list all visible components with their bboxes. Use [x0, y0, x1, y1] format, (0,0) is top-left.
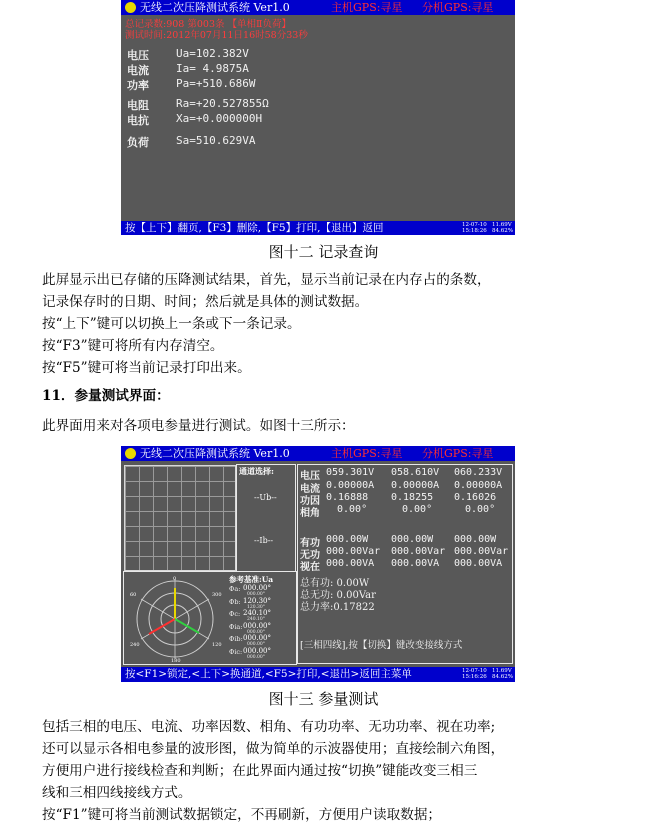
phase-row: Φic: 000.00° 000.00°: [229, 646, 271, 660]
key-hint-2: 按<F1>锁定,<上下>换通道,<F5>打印,<退出>返回主菜单: [125, 668, 412, 680]
section-intro: 此界面用来对各项电参量进行测试。如图十三所示：: [42, 418, 355, 434]
current-c: 0.00000A: [454, 480, 503, 491]
channel-select-label[interactable]: 通道选择:: [239, 466, 274, 476]
para12-line3: 按“上下”键可以切换上一条或下一条记录。: [42, 316, 301, 332]
load-value: Sa=510.629VA: [176, 134, 256, 147]
reactive-b: 000.00Var: [391, 546, 446, 557]
para12-line5: 按“F5”键可将当前记录打印出来。: [42, 360, 251, 376]
voltage-b: 058.610V: [391, 467, 440, 478]
angle-row-label: 相角: [300, 508, 320, 519]
pf-b: 0.18255: [391, 492, 434, 503]
tick-300: 300: [212, 592, 222, 598]
record-query-screenshot: [121, 0, 515, 235]
ib-channel: --Ib--: [254, 536, 274, 545]
active-row-label: 有功: [300, 538, 320, 549]
load-label: 负荷: [127, 136, 149, 149]
para12-line4: 按“F3”键可将所有内存清空。: [42, 338, 224, 354]
voltage-c: 060.233V: [454, 467, 503, 478]
battery-percent: 84.62%: [492, 228, 513, 234]
para12-line2: 记录保存时的日期、时间；然后就是具体的测试数据。: [42, 294, 369, 310]
figure-13-caption: 图十三 参量测试: [268, 690, 379, 708]
total-power-factor: 总力率:0.17822: [300, 602, 375, 613]
active-c: 000.00W: [454, 534, 497, 545]
slave-gps-status: 分机GPS:寻星: [422, 1, 494, 14]
reactance-label: 电抗: [127, 114, 149, 127]
status-date-2: 12-07-10: [462, 668, 487, 674]
pf-a: 0.16888: [326, 492, 369, 503]
phase-row: Φia: 000.00° 000.00°: [229, 621, 271, 635]
total-reactive: 总无功: 0.00Var: [300, 590, 376, 601]
para13-line5: 按“F1”键可将当前测试数据锁定，不再刷新，方便用户读取数据；: [42, 807, 442, 823]
apparent-c: 000.00VA: [454, 558, 503, 569]
tick-180: 180: [171, 658, 181, 662]
para12-line1: 此屏显示出已存储的压降测试结果，首先，显示当前记录在内存占的条数，: [42, 272, 491, 288]
reactive-a: 000.00Var: [326, 546, 381, 557]
phase-row: Φa: 000.00° 000.00°: [229, 584, 271, 597]
reactance-value: Xa=+0.000000H: [176, 112, 263, 125]
reference-label: 参考基准:Ua: [229, 575, 274, 584]
phase-row: Φc: 240.10° 240.10°: [229, 609, 271, 622]
title-bar-2: [121, 446, 515, 461]
phasor-diagram: [127, 574, 227, 662]
hint-bar-2: [121, 667, 515, 682]
phase-angle-list: [229, 585, 293, 660]
key-hint: 按【上下】翻页,【F3】删除,【F5】打印,【退出】返回: [125, 222, 384, 234]
master-gps-status-2: 主机GPS:寻星: [331, 447, 403, 460]
battery-voltage-2: 11.69V: [492, 668, 512, 674]
tick-240: 240: [130, 642, 140, 648]
power-label: 功率: [127, 79, 149, 92]
status-time: 15:18:26: [462, 228, 487, 234]
tick-120: 120: [212, 642, 222, 648]
para13-line4: 线和三相四线接线方式。: [42, 785, 192, 801]
current-value: Ia= 4.9875A: [176, 62, 249, 75]
tick-0: 0: [173, 576, 177, 582]
reactive-row-label: 无功: [300, 550, 320, 561]
battery-percent-2: 84.62%: [492, 674, 513, 680]
waveform-grid: [124, 465, 236, 571]
tick-60: 60: [130, 592, 137, 598]
hint-bar: [121, 221, 515, 235]
active-b: 000.00W: [391, 534, 434, 545]
current-b: 0.00000A: [391, 480, 440, 491]
slave-gps-status-2: 分机GPS:寻星: [422, 447, 494, 460]
phase-row: Φib: 000.00° 000.00°: [229, 634, 271, 647]
wiring-mode-hint: [三相四线],按【切换】键改变接线方式: [300, 640, 463, 651]
para13-line3: 方便用户进行接线检查和判断；在此界面内通过按“切换”键能改变三相三: [42, 763, 478, 779]
status-time-2: 15:16:26: [462, 674, 487, 680]
section-heading: 11．参量测试界面：: [42, 388, 170, 404]
angle-b: 0.00°: [402, 504, 433, 515]
reactive-c: 000.00Var: [454, 546, 509, 557]
battery-voltage: 11.69V: [492, 222, 512, 228]
window-title-2: 无线二次压降测试系统 Ver1.0: [140, 447, 290, 460]
para13-line2: 还可以显示各相电参量的波形图，做为简单的示波器使用；直接绘制六角图，: [42, 741, 505, 757]
title-bar: [121, 0, 515, 15]
resistance-value: Ra=+20.527855Ω: [176, 97, 269, 110]
ub-channel: --Ub--: [254, 493, 277, 502]
voltage-label: 电压: [127, 49, 149, 62]
radiation-logo-icon: [125, 2, 136, 13]
status-date: 12-07-10: [462, 222, 487, 228]
active-a: 000.00W: [326, 534, 369, 545]
parameter-test-screenshot: [121, 446, 515, 682]
voltage-a: 059.301V: [326, 467, 375, 478]
angle-a: 0.00°: [337, 504, 368, 515]
angle-c: 0.00°: [465, 504, 496, 515]
current-label: 电流: [127, 64, 149, 77]
apparent-row-label: 视在: [300, 562, 320, 573]
radiation-logo-icon: [125, 448, 136, 459]
pf-row-label: 功因: [300, 496, 320, 507]
voltage-row-label: 电压: [300, 471, 320, 482]
apparent-b: 000.00VA: [391, 558, 440, 569]
window-title: 无线二次压降测试系统 Ver1.0: [140, 1, 290, 14]
apparent-a: 000.00VA: [326, 558, 375, 569]
test-time: 测试时间:2012年07月11日16时58分33秒: [125, 30, 308, 41]
power-value: Pa=+510.686W: [176, 77, 256, 90]
channel-panel: [236, 464, 296, 572]
total-active: 总有功: 0.00W: [300, 578, 370, 589]
record-count: 总记录数:908 第003条 【单相Ⅱ负荷】: [125, 19, 291, 30]
current-row-label: 电流: [300, 484, 320, 495]
current-a: 0.00000A: [326, 480, 375, 491]
master-gps-status: 主机GPS:寻星: [331, 1, 403, 14]
phase-row: Φb: 120.30° 120.30°: [229, 596, 271, 610]
figure-12-caption: 图十二 记录查询: [268, 243, 379, 261]
pf-c: 0.16026: [454, 492, 497, 503]
voltage-value: Ua=102.382V: [176, 47, 249, 60]
resistance-label: 电阻: [127, 99, 149, 112]
para13-line1: 包括三相的电压、电流、功率因数、相角、有功功率、无功功率、视在功率;: [42, 719, 496, 735]
